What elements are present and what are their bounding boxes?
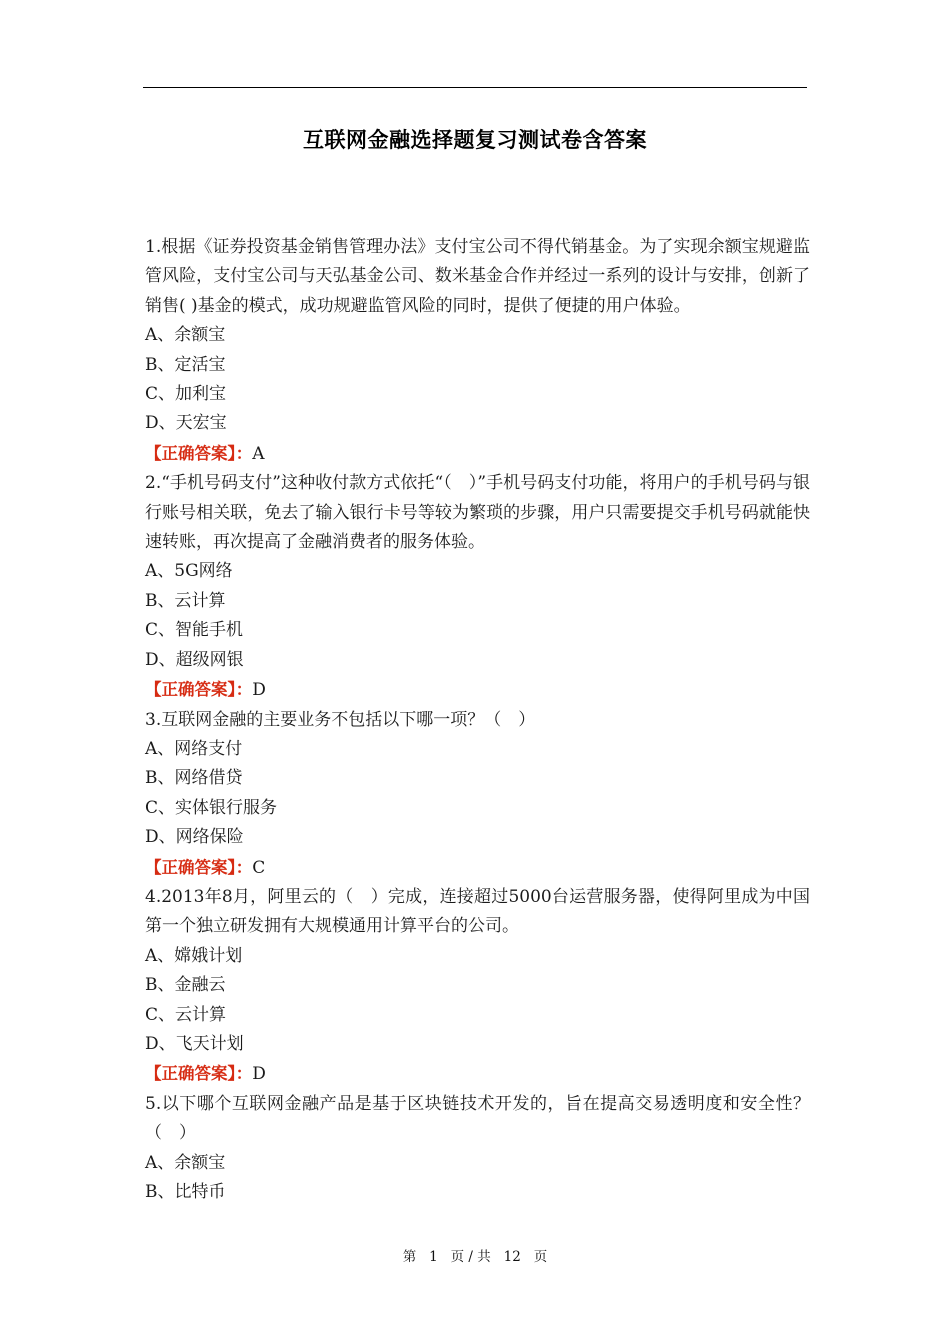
document-body (145, 233, 810, 1207)
option-d: D、网络保险 (145, 827, 244, 848)
option-a: A、网络支付 (145, 738, 243, 759)
answer-label: 【正确答案】： (145, 443, 253, 463)
answer-line (145, 675, 810, 705)
answer-label: 【正确答案】： (145, 857, 253, 877)
answer-line (145, 439, 810, 469)
option-d: D、天宏宝 (145, 413, 227, 434)
page-number: 1 (429, 1249, 438, 1265)
option-a: A、5G网络 (145, 561, 233, 582)
answer-value: C (252, 857, 266, 878)
header-rule (143, 87, 807, 88)
question-text: 3.互联网金融的主要业务不包括以下哪一项？（ ） (145, 709, 536, 730)
option-d: D、超级网银 (145, 649, 244, 670)
option-c: C、实体银行服务 (145, 797, 278, 818)
option-b: B、比特币 (145, 1182, 226, 1202)
footer-prefix: 第 (402, 1249, 417, 1265)
answer-line (145, 853, 810, 883)
question-text: 4.2013年8月，阿里云的（ ）完成，连接超过5000台运营服务器，使得阿里成为中国第一个独立研发拥有大规模通用计算平台的公司。 (145, 886, 810, 937)
answer-label: 【正确答案】： (145, 680, 253, 700)
document-title: 互联网金融选择题复习测试卷含答案 (303, 128, 647, 152)
option-b: B、定活宝 (145, 354, 226, 375)
option-a: A、嫦娥计划 (145, 945, 243, 966)
option-b: B、网络借贷 (145, 768, 243, 789)
question-4 (145, 883, 810, 1090)
answer-value: D (252, 680, 266, 701)
option-a: A、余额宝 (145, 1152, 226, 1173)
option-b: B、云计算 (145, 590, 226, 611)
question-1 (145, 233, 810, 469)
option-a: A、余额宝 (145, 325, 226, 346)
question-3 (145, 706, 810, 883)
question-2 (145, 469, 810, 705)
option-d: D、飞天计划 (145, 1033, 244, 1054)
answer-value: A (252, 443, 265, 464)
answer-label: 【正确答案】： (145, 1064, 253, 1084)
option-c: C、加利宝 (145, 384, 227, 405)
question-text: 5.以下哪个互联网金融产品是基于区块链技术开发的，旨在提高交易透明度和安全性？（ ） (145, 1093, 810, 1144)
question-text: 2.“手机号码支付”这种收付款方式依托“（ ）”手机号码支付功能，将用户的手机号码与银行账号相关联，免去了输入银行卡号等较为繁琐的步骤，用户只需要提交手机号码就能快速转账，再次提高了金融消费者的服务体验。 (145, 473, 810, 553)
page-footer (0, 1245, 950, 1265)
answer-value: D (252, 1064, 266, 1085)
footer-middle: 页 / 共 (450, 1249, 491, 1265)
option-b: B、金融云 (145, 975, 226, 996)
option-c: C、智能手机 (145, 620, 244, 641)
footer-suffix: 页 (533, 1249, 548, 1265)
option-c: C、云计算 (145, 1004, 227, 1025)
total-pages: 12 (503, 1249, 521, 1265)
answer-line (145, 1059, 810, 1089)
question-5 (145, 1090, 810, 1208)
question-text: 1.根据《证券投资基金销售管理办法》支付宝公司不得代销基金。为了实现余额宝规避监管风险，支付宝公司与天弘基金公司、数米基金合作并经过一系列的设计与安排，创新了销售( )基金的模式，成功规避监管风险的同时，提供了便捷的用户体验。 (145, 237, 810, 316)
